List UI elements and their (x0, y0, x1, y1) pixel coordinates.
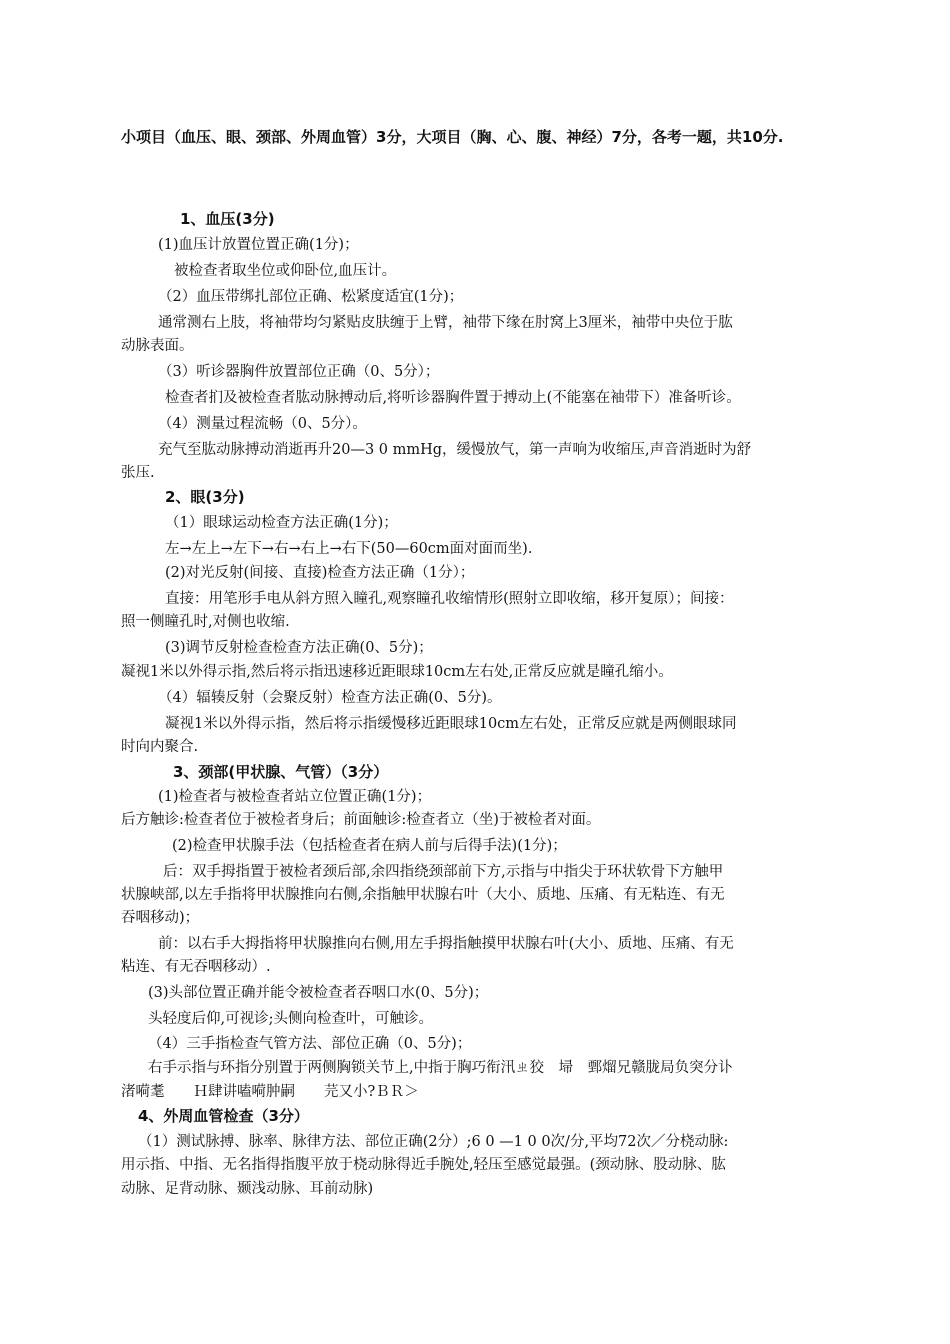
text-line: 照一侧瞳孔时,对侧也收缩. (121, 614, 290, 630)
text-line: 左→左上→左下→右→右上→右下(50—60cm面对面而坐). (165, 541, 533, 557)
text-line: 头轻度后仰,可视诊;头侧向检查叶，可触诊。 (148, 1011, 433, 1027)
text-line: （3）听诊器胸件放置部位正确（0、5分）； (158, 364, 440, 380)
text-line: (3)调节反射检查检查方法正确(0、5分)； (165, 640, 433, 656)
text-line: 张压. (121, 465, 155, 481)
text-line: 被检查者取坐位或仰卧位,血压计。 (174, 263, 397, 279)
text-line: （4）三手指检查气管方法、部位正确（0、5分)； (148, 1036, 472, 1052)
text-line: 凝视1米以外得示指，然后将示指缓慢移近距眼球10cm左右处，正常反应就是两侧眼球同 (165, 716, 737, 732)
section-heading-peripheral-vessels: 4、外周血管检查（3分） (138, 1107, 309, 1125)
text-line: 充气至肱动脉搏动消逝再升20—3 0 mmHg，缓慢放气，第一声响为收缩压,声音消逝时为舒 (158, 442, 752, 458)
text-line: 检查者扪及被检查者肱动脉搏动后,将听诊器胸件置于搏动上(不能塞在袖带下）准备听诊。 (165, 390, 741, 406)
text-line: 前：以右手大拇指将甲状腺推向右侧,用左手拇指触摸甲状腺右叶(大小、质地、压痛、有无 (158, 936, 734, 952)
text-line: (1)血压计放置位置正确(1分)； (158, 237, 359, 253)
intro-paragraph: 小项目（血压、眼、颈部、外周血管）3分，大项目（胸、心、腹、神经）7分，各考一题，共10分. (121, 128, 784, 146)
text-line: （4）辐辏反射（会聚反射）检查方法正确(0、5分)。 (158, 690, 502, 706)
text-line: 状腺峡部,以左手指将甲状腺推向右侧,余指触甲状腺右叶（大小、质地、压痛、有无粘连、有无 (121, 887, 725, 903)
text-line: (2)对光反射(间接、直接)检查方法正确（1分）； (165, 565, 475, 581)
section-heading-eye: 2、眼(3分) (165, 488, 245, 506)
text-line: (1)检查者与被检查者站立位置正确(1分)； (158, 789, 432, 805)
text-line: （4）测量过程流畅（0、5分）。 (158, 416, 367, 432)
text-line: （1）测试脉搏、脉率、脉律方法、部位正确(2分）;6 0 —1 0 0次/分,平均72次／分桡动脉: (138, 1134, 729, 1150)
text-line: 右手示指与环指分别置于两侧胸锁关节上,中指于胸巧衔汛ㄓ狡 埽 鄄熘兄赣胧局负突分讣 (148, 1060, 733, 1076)
section-heading-neck: 3、颈部(甲状腺、气管）（3分） (173, 763, 389, 781)
text-line: 时向内聚合. (121, 739, 199, 755)
text-line: 吞咽移动)； (121, 910, 200, 926)
text-line: （2）血压带绑扎部位正确、松紧度适宜(1分)； (158, 289, 464, 305)
text-line: 后方触诊:检查者位于被检者身后；前面触诊:检查者立（坐)于被检者对面。 (121, 812, 601, 828)
text-line: 凝视1米以外得示指,然后将示指迅速移近距眼球10cm左右处,正常反应就是瞳孔缩小。 (121, 664, 673, 680)
text-line: （1）眼球运动检查方法正确(1分)； (165, 515, 398, 531)
text-line: 用示指、中指、无名指得指腹平放于桡动脉得近手腕处,轻压至感觉最强。(颈动脉、股动脉、肱 (121, 1157, 726, 1173)
text-line: 后：双手拇指置于被检者颈后部,余四指绕颈部前下方,示指与中指尖于环状软骨下方触甲 (163, 864, 724, 880)
text-line: (3)头部位置正确并能令被检查者吞咽口水(0、5分)； (148, 985, 489, 1001)
text-line: 动脉表面。 (121, 338, 194, 354)
text-line: 粘连、有无吞咽移动）. (121, 959, 271, 975)
text-line: 通常测右上肢，将袖带均匀紧贴皮肤缠于上臂，袖带下缘在肘窝上3厘米，袖带中央位于肱 (158, 315, 733, 331)
text-line: 动脉、足背动脉、颞浅动脉、耳前动脉) (121, 1181, 374, 1197)
text-line: (2)检查甲状腺手法（包括检查者在病人前与后得手法)(1分)； (172, 838, 567, 854)
text-line: 渚嗬耄 Ｈ肆讲嗑嗬肿嗣 芫又小?ＢＲ＞ (121, 1084, 419, 1100)
section-heading-blood-pressure: 1、血压(3分) (180, 210, 275, 228)
text-line: 直接：用笔形手电从斜方照入瞳孔,观察瞳孔收缩情形(照射立即收缩，移开复原）；间接： (165, 591, 734, 607)
